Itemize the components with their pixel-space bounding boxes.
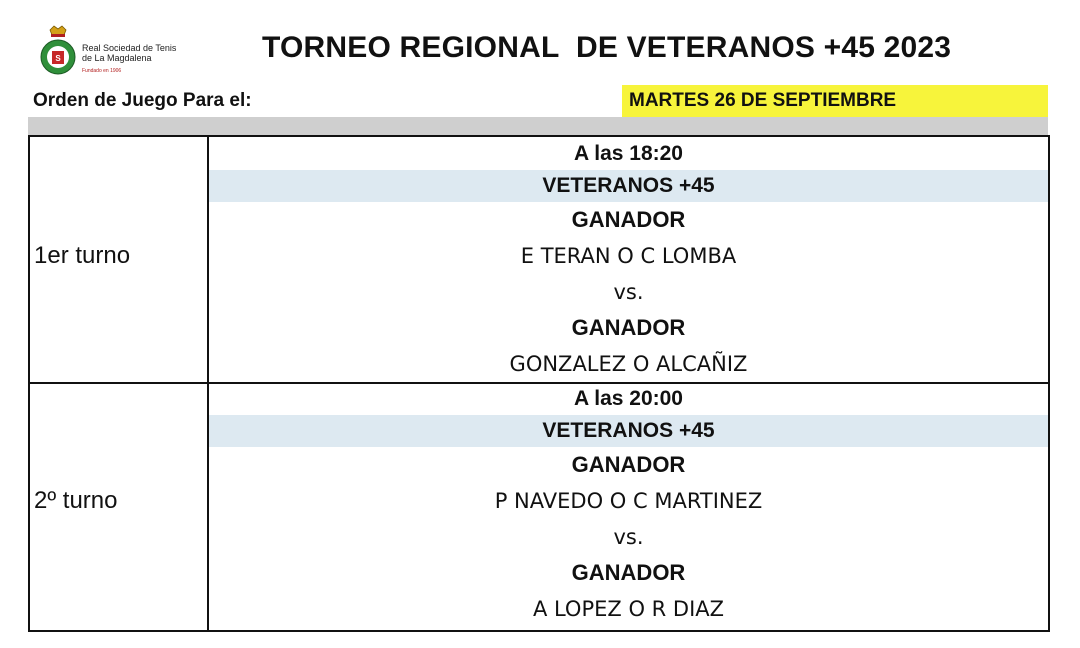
club-crest-icon bbox=[38, 24, 78, 78]
page-title: TORNEO REGIONAL DE VETERANOS +45 2023 bbox=[262, 31, 952, 64]
match-rows bbox=[209, 382, 1048, 627]
turn-label: 2º turno bbox=[34, 487, 118, 514]
vs-label: vs. bbox=[613, 280, 644, 304]
date-text: MARTES 26 DE SEPTIEMBRE bbox=[629, 90, 897, 111]
club-name-line1: Real Sociedad de Tenis bbox=[82, 43, 177, 53]
team1-players: E TERAN O C LOMBA bbox=[520, 244, 737, 268]
team2-label: GANADOR bbox=[571, 315, 686, 340]
team2-players: GONZALEZ O ALCAÑIZ bbox=[509, 352, 748, 376]
match-rows bbox=[209, 137, 1048, 382]
team2-label: GANADOR bbox=[571, 560, 686, 585]
match-time: A las 20:00 bbox=[574, 386, 683, 410]
turn-block-2 bbox=[28, 382, 1050, 632]
match-category: VETERANOS +45 bbox=[209, 415, 1048, 447]
date-box bbox=[622, 85, 1048, 117]
team2-players: A LOPEZ O R DIAZ bbox=[532, 597, 725, 621]
team1-players: P NAVEDO O C MARTINEZ bbox=[494, 489, 763, 513]
svg-text:S: S bbox=[55, 54, 61, 63]
club-logo bbox=[38, 24, 198, 80]
turn-label: 1er turno bbox=[34, 242, 131, 269]
match-category: VETERANOS +45 bbox=[209, 170, 1048, 202]
header-bar bbox=[28, 117, 1048, 135]
team1-label: GANADOR bbox=[571, 207, 686, 232]
turn-label-cell bbox=[30, 137, 209, 382]
orden-label: Orden de Juego Para el: bbox=[33, 90, 252, 111]
team1-label: GANADOR bbox=[571, 452, 686, 477]
club-name-line2: de La Magdalena bbox=[82, 53, 152, 63]
match-time: A las 18:20 bbox=[574, 141, 683, 165]
turn-label-cell bbox=[30, 382, 209, 630]
club-name bbox=[82, 43, 176, 63]
club-founded: Fundado en 1906 bbox=[82, 68, 122, 74]
turn-block-1 bbox=[28, 135, 1050, 384]
vs-label: vs. bbox=[613, 525, 644, 549]
